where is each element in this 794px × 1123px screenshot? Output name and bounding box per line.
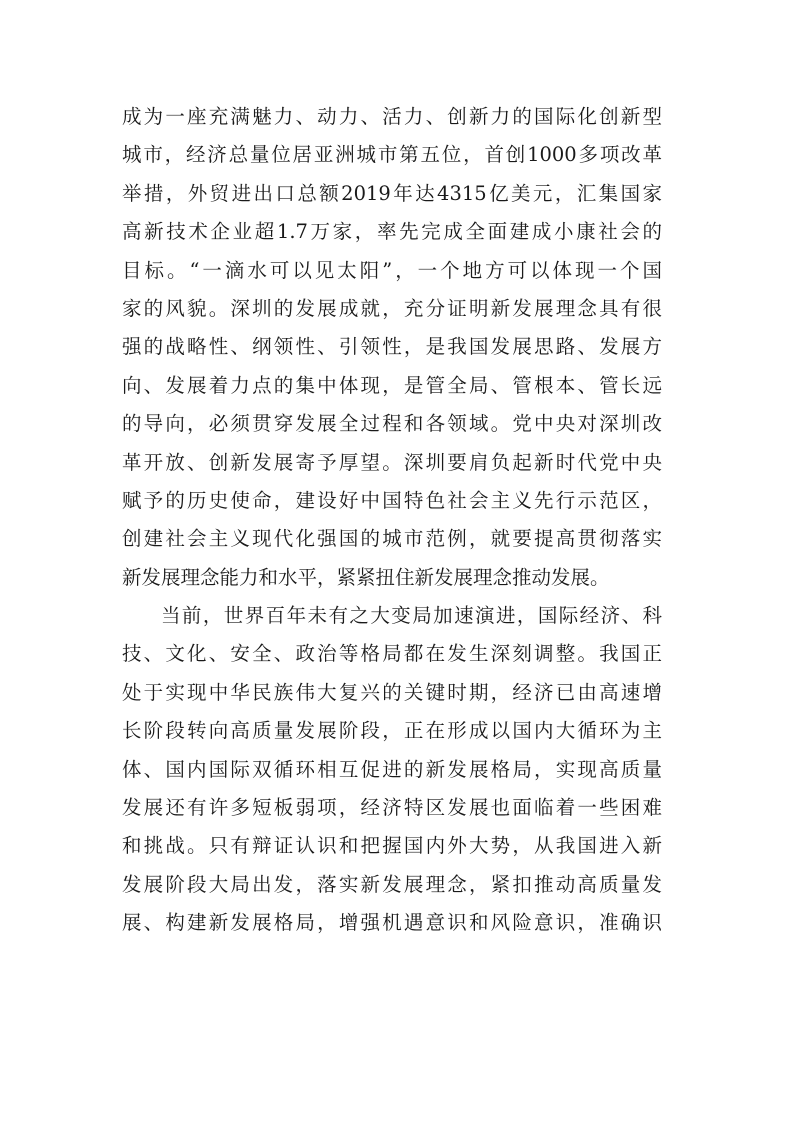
text-line: 发展还有许多短板弱项，经济特区发展也面临着一些困难 [122,796,662,820]
text-line: 当前，世界百年未有之大变局加速演进，国际经济、科 [161,604,662,628]
text-line: 向、发展着力点的集中体现，是管全局、管根本、管长远 [122,373,662,397]
text-line: 赋予的历史使命，建设好中国特色社会主义先行示范区， [122,488,662,512]
text-line: 强的战略性、纲领性、引领性，是我国发展思路、发展方 [122,335,662,359]
text-line: 目标。“一滴水可以见太阳”，一个地方可以体现一个国 [122,258,662,282]
text-line: 发展阶段大局出发，落实新发展理念，紧扣推动高质量发 [122,872,662,896]
paragraph-1 [122,98,662,597]
text-line: 高新技术企业超1.7万家，率先完成全面建成小康社会的 [122,220,662,244]
text-line: 成为一座充满魅力、动力、活力、创新力的国际化创新型 [122,105,662,128]
text-line: 家的风貌。深圳的发展成就，充分证明新发展理念具有很 [122,296,662,320]
text-line: 长阶段转向高质量发展阶段，正在形成以国内大循环为主 [122,719,662,743]
text-line: 革开放、创新发展寄予厚望。深圳要肩负起新时代党中央 [122,450,662,474]
text-line: 展、构建新发展格局，增强机遇意识和风险意识，准确识 [122,911,662,935]
paragraph-2 [122,597,662,943]
text-line: 和挑战。只有辩证认识和把握国内外大势，从我国进入新 [122,834,662,858]
body-text [122,98,662,943]
text-line: 处于实现中华民族伟大复兴的关键时期，经济已由高速增 [122,680,662,704]
text-line: 创建社会主义现代化强国的城市范例，就要提高贯彻落实 [122,527,662,551]
text-line: 体、国内国际双循环相互促进的新发展格局，实现高质量 [122,757,662,781]
text-line: 新发展理念能力和水平，紧紧扭住新发展理念推动发展。 [122,565,610,589]
text-line: 城市，经济总量位居亚洲城市第五位，首创1000多项改革 [122,143,662,167]
text-line: 的导向，必须贯穿发展全过程和各领域。党中央对深圳改 [122,412,662,436]
text-line: 技、文化、安全、政治等格局都在发生深刻调整。我国正 [122,642,662,666]
text-line: 举措，外贸进出口总额2019年达4315亿美元，汇集国家 [122,181,662,205]
